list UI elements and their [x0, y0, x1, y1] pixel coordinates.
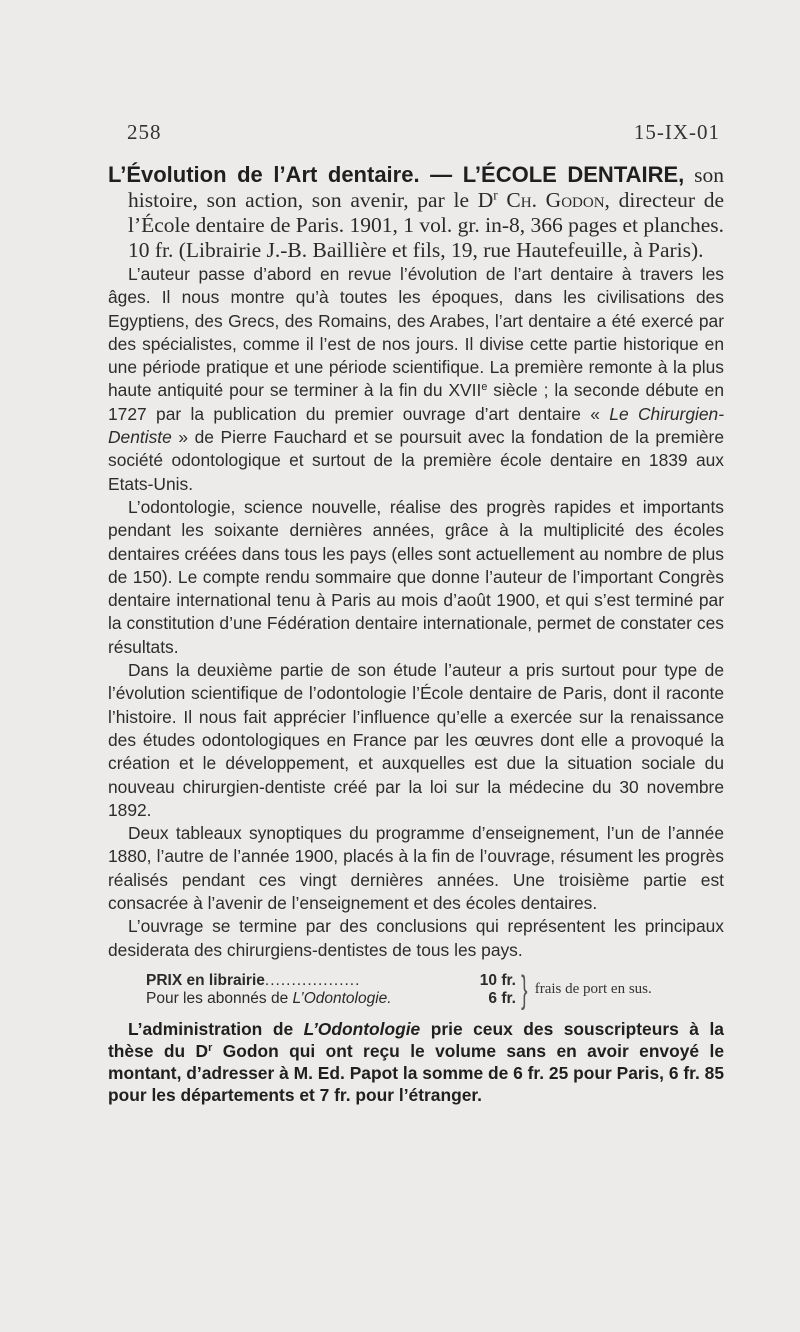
- title-subtitle-1: son histoire, son action, son avenir, par le D: [128, 163, 725, 212]
- paragraph-1-part-c: » de Pierre Fauchard et se poursuit avec la fondation de la première société odontologique et surtout de la première école dentaire en 1839 aux Etats-Unis.: [108, 427, 724, 494]
- century-sup: e: [481, 381, 488, 394]
- price-label: [146, 972, 464, 990]
- price-row-bookstore: [146, 972, 516, 990]
- page-number: 258: [127, 120, 162, 144]
- notice-part-a: L’administration de: [128, 1018, 294, 1039]
- paragraph-1-part-a: L’auteur passe d’abord en revue l’évolution de l’art dentaire à travers les âges. Il nous montre qu’à toutes les époques, dans les civilisations des Egyptiens, des Grecs, des Romains, des Arabes, l’art dentaire a été exercé par des spécialistes, comme il l’est de nos jours. Il divise cette partie historique en une période pratique et une période scientifique. La première remonte à la plus haute antiquité pour se terminer à la fin du XVII: [108, 264, 724, 401]
- administration-notice: [108, 1018, 724, 1106]
- review-text: [108, 162, 724, 1106]
- price-dots: ..................: [264, 971, 361, 989]
- price-label-rest: en librairie: [186, 971, 265, 989]
- issue-date: 15-IX-01: [633, 120, 720, 144]
- running-head: [127, 120, 720, 145]
- subscriber-label-text: Pour les abonnés de: [146, 989, 289, 1007]
- paragraph-1-part-b: siècle ; la seconde débute en 1727 par la publication du premier ouvrage d’art dentaire «: [108, 380, 724, 424]
- price-label-bold: PRIX: [146, 971, 183, 989]
- paragraph-4: Deux tableaux synoptiques du programme d’enseignement, l’un de l’année 1880, l’autre de l’année 1900, placés à la fin de l’ouvrage, résument les progrès réalisés pendant ces vingt dernières années. Une troisième partie est consacrée à l’avenir de l’enseignement et des écoles dentaires.: [108, 823, 724, 914]
- price-amount: 10 fr.: [479, 971, 516, 989]
- price-table: [146, 968, 724, 1011]
- price-row-subscribers: [146, 990, 516, 1008]
- book-reference: Le Chirurgien-Dentiste: [108, 403, 724, 448]
- review-title: [108, 162, 724, 263]
- paragraph-5: L’ouvrage se termine par des conclusions qui représentent les principaux desiderata des chirurgiens-dentistes de tous les pays.: [108, 916, 724, 960]
- subscriber-amount: 6 fr.: [488, 989, 516, 1007]
- notice-sup: r: [208, 1041, 213, 1054]
- price-lines: [146, 972, 516, 1008]
- journal-name: L’Odontologie.: [292, 989, 392, 1007]
- subscriber-label: [146, 990, 464, 1008]
- notice-journal-name: L’Odontologie: [303, 1018, 421, 1039]
- book-title: L’Évolution de l’Art dentaire. — L’ÉCOLE DENTAIRE,: [108, 162, 685, 187]
- brace-glyph: }: [521, 968, 528, 1011]
- notice-part-c: Godon qui ont reçu le volume sans en avoir envoyé le montant, d’adresser à M. Ed. Papot la somme de 6 fr. 25 pour Paris, 6 fr. 85 pour les départements et 7 fr. pour l’étranger.: [108, 1040, 724, 1105]
- shipping-note: frais de port en sus.: [534, 981, 652, 998]
- title-subtitle-2: directeur de l’École dentaire de Paris. 1901, 1 vol. gr. in-8, 366 pages et planches. 10 fr. (Librairie J.-B. Baillière et fils, 19, rue Hautefeuille, à Paris).: [128, 188, 725, 262]
- title-sup: r: [493, 187, 498, 203]
- notice-part-b: prie ceux des souscripteurs à la thèse du D: [108, 1018, 724, 1061]
- paragraph-1: [108, 263, 724, 496]
- paragraph-2: L’odontologie, science nouvelle, réalise des progrès rapides et importants pendant les soixante dernières années, grâce à la multiplicité des écoles dentaires créées dans tous les pays (elles sont actuellement au nombre de plus de 150). Le compte rendu sommaire que donne l’auteur de l’important Congrès dentaire international tenu à Paris au mois d’août 1900, et qui s’est terminé par la constitution d’une Fédération dentaire internationale, permet de constater ces résultats.: [108, 496, 724, 657]
- author-name: Ch. Godon,: [506, 188, 610, 212]
- paragraph-3: Dans la deuxième partie de son étude l’auteur a pris surtout pour type de l’évolution scientifique de l’odontologie l’École dentaire de Paris, dont il raconte l’histoire. Il nous fait apprécier l’influence qu’elle a exercée sur la renaissance des études odontologiques en France par les œuvres dont elle a provoqué la création et le développement, et auxquelles est due la situation sociale du nouveau chirurgien-dentiste créé par la loi sur la médecine du 30 novembre 1892.: [108, 660, 724, 820]
